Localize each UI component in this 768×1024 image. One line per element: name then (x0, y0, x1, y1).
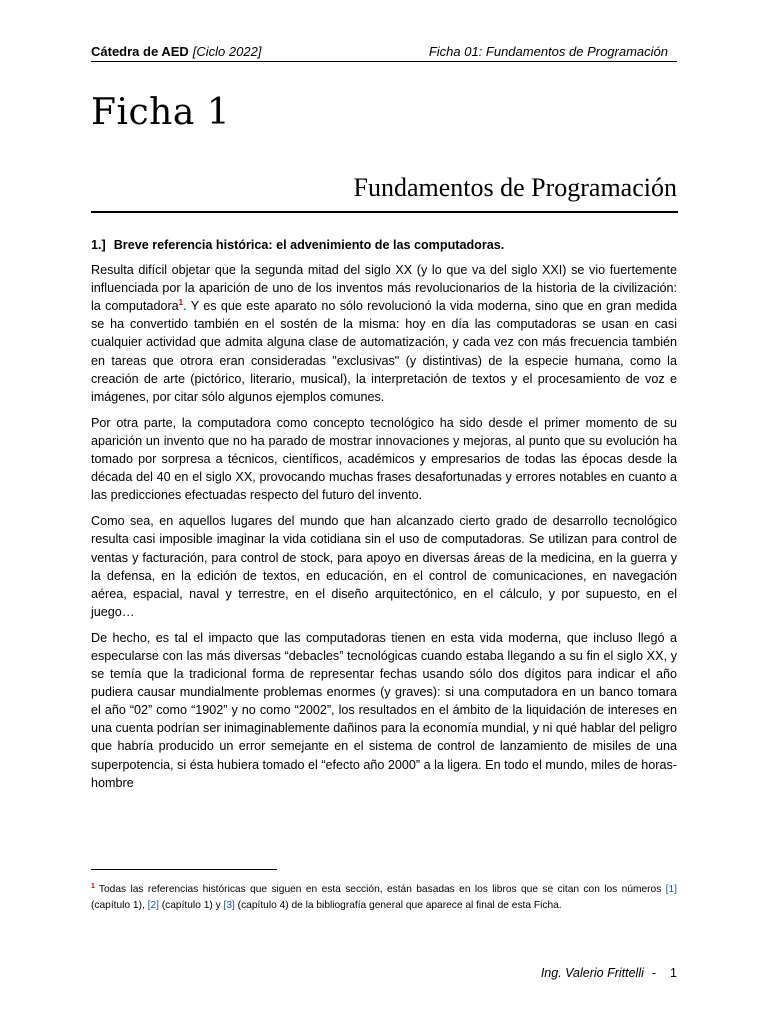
document-title: Ficha 1 (91, 92, 231, 133)
title-rule (91, 211, 678, 213)
page-number: 1 (670, 966, 677, 980)
footer-author: Ing. Valerio Frittelli (540, 966, 644, 980)
footer-separator: - (651, 966, 657, 980)
header-rule (91, 61, 677, 62)
footnote-text: (capítulo 4) de la bibliografía general que aparece al final de esta Ficha. (234, 900, 562, 911)
footnote-mark: 1 (91, 882, 95, 890)
header-sheet-title: Ficha 01: Fundamentos de Programación (428, 44, 668, 59)
bibliography-reference-link[interactable]: [2] (147, 900, 159, 911)
section-number: 1.] (91, 238, 106, 252)
footnote-text: Todas las referencias históricas que siguen en esta sección, están basadas en los libros que se citan con los números (98, 884, 666, 895)
page-footer (541, 963, 677, 983)
section-title: Breve referencia histórica: el advenimiento de las computadoras. (113, 238, 505, 252)
bibliography-reference-link[interactable]: [1] (665, 884, 677, 895)
paragraph: De hecho, es tal el impacto que las computadoras tienen en esta vida moderna, que incluso llegó a especularse con las más diversas “debacles” tecnológicas cuando estaba llegando a su fin el siglo XX, y se temía que la tradicional forma de representar fechas usando sólo dos dígitos para indicar el año pudiera causar mundialmente problemas enormes (y graves): si una computadora en un banco tomara el año “02” como “1902” y no como “2002”, los resultados en el ámbito de la liquidación de intereses en una cuenta podrían ser inimaginablemente dañinos para la economía mundial, y ni qué hablar del peligro que habría producido un error semejante en el sistema de control de lanzamiento de misiles de una superpotencia, si ésta hubiera tomado el “efecto año 2000” a la ligera. En todo el mundo, miles de horas-hombre (91, 630, 677, 790)
document-subtitle: Fundamentos de Programación (353, 173, 677, 202)
footnote-separator (91, 869, 277, 870)
paragraph (91, 261, 677, 406)
paragraph: Como sea, en aquellos lugares del mundo que han alcanzado cierto grado de desarrollo tecnológico resulta casi imposible imaginar la vida cotidiana sin el uso de computadoras. Se utilizan para control de ventas y facturación, para control de stock, para apoyo en diversas áreas de la medicina, en la guerra y la defensa, en la edición de textos, en educación, en el control de comunicaciones, en navegación aérea, espacial, naval y terrestre, en el diseño arquitectónico, en el cálculo, y por supuesto, en el juego… (91, 514, 677, 619)
footnote (91, 882, 677, 914)
page-header (91, 42, 677, 62)
paragraph: Por otra parte, la computadora como concepto tecnológico ha sido desde el primer momento de su aparición un invento que no ha parado de mostrar innovaciones y mejoras, al punto que su evolución ha tomado por sorpresa a técnicos, científicos, académicos y empresarios de todas las épocas desde la década del 40 en el siglo XX, provocando muchas frases desafortunadas y errores notables en cuanto a las predicciones efectuadas respecto del futuro del invento. (91, 415, 677, 503)
footnote-text: (capítulo 1) y (158, 900, 224, 911)
header-left (91, 42, 261, 62)
course-cycle: [Ciclo 2022] (192, 44, 262, 59)
document-body (91, 236, 677, 800)
footnote-text: (capítulo 1), (91, 900, 148, 911)
bibliography-reference-link[interactable]: [3] (223, 900, 235, 911)
paragraph-text: . Y es que este aparato no sólo revolucionó la vida moderna, sino que en gran medida se ha convertido también en el sostén de la misma: hoy en día las computadoras se usan en casi cualquier actividad que admita alguna clase de automatización, y cada vez con más frecuencia también en tareas que otrora eran consideradas "exclusivas" (y distintivas) de la especie humana, como la creación de arte (pictórico, literario, musical), la interpretación de textos y el procesamiento de voz e imágenes, por citar sólo algunos ejemplos comunes. (91, 299, 677, 404)
section-heading (91, 236, 677, 254)
course-name: Cátedra de AED (91, 44, 189, 59)
footnote-reference-mark[interactable]: 1 (178, 298, 184, 308)
paragraph-text: Resulta difícil objetar que la segunda mitad del siglo XX (y lo que va del siglo XXI) se vio fuertemente influenciada por la aparición de uno de los inventos más revolucionarios de la historia de la civilización: la computadora (91, 263, 677, 314)
